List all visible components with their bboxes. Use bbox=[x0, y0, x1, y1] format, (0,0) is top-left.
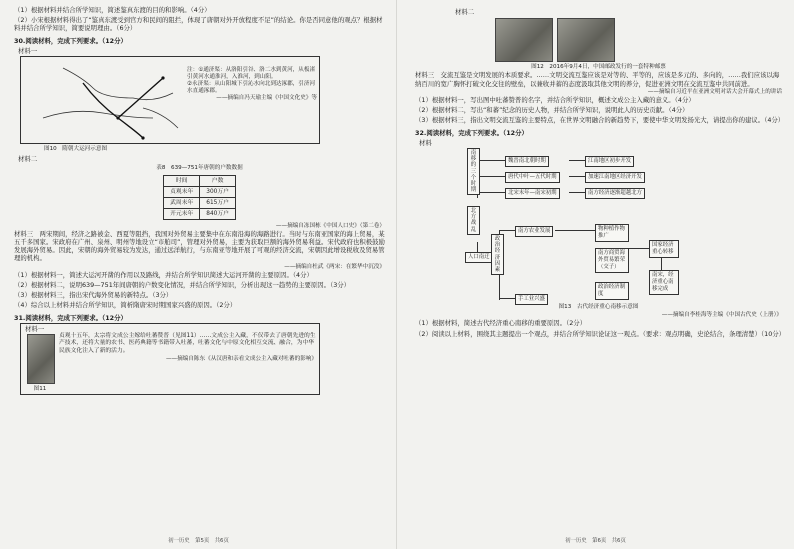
stamp-image bbox=[495, 18, 553, 62]
table-cell: 开元末年 bbox=[164, 208, 200, 219]
q30-material3: 材料三 两宋期间，经济之路被金、西夏等阻挡，我国对外贸易主要集中在东南沿海的海路进行。当时与东南亚国家的海上贸易，某五千多国家。宋政府在广州、泉州、明州等地设立“市舶司”，管理对外贸易，主要为获取巨额的海外贸易利益。宋代政府也积极鼓励发展海外贸易。因此，宋朝的海外贸易较为发达，通过远洋航行，与东南亚等地开展了可观的经济交流，宋朝因此增设税收及贸易管理的机构。 bbox=[14, 229, 385, 263]
material3-source: ——摘编自习近平在亚洲文明对话大会开幕式上的讲话 bbox=[647, 88, 782, 95]
grand-canal-map-box bbox=[20, 56, 320, 144]
right-page-footer: 初一历史 第6页 共6页 bbox=[565, 537, 626, 544]
q29-item-2: （2）小宋根据材料得出了“鉴真东渡受到官方和民间的阻拦，体现了唐朝对外开放程度不足”的结论。你是否同意他的观点？根据材料并结合所学知识，简要说明理由。（6分） bbox=[14, 16, 383, 33]
q30-item-4: （4）综合以上材料并结合所学知识，简析隋唐宋时期国家兴盛的原因。（2分） bbox=[14, 301, 237, 310]
q30-material3-source: ——摘编自杜武《两宋：在繁华中沉没》 bbox=[284, 263, 385, 270]
right-node-complete: 南宋，经济重心南移完成 bbox=[649, 270, 679, 295]
households-table bbox=[163, 175, 236, 220]
q30-header: 30.阅读材料，完成下列要求。（12分） bbox=[14, 36, 127, 45]
fig13-caption: 图13 古代经济重心南移示意图 bbox=[558, 304, 639, 311]
right-page bbox=[397, 0, 794, 549]
left-page-footer: 初一历史 第5页 共6页 bbox=[168, 537, 229, 544]
economic-shift-diagram bbox=[465, 148, 725, 302]
tibetan-king-image bbox=[27, 334, 55, 384]
q30-item-3: （3）根据材料三，指出宋代海外贸易的新特点。（3分） bbox=[14, 291, 173, 300]
table-row bbox=[164, 186, 236, 197]
system-node: 政治经济制度 bbox=[595, 282, 629, 300]
middle-node-trade: 南方商贸海外贸易繁荣（交子） bbox=[595, 248, 629, 273]
result-node-3: 南方经济逐渐超越北方 bbox=[585, 188, 645, 199]
fig10-caption: 图10 隋朝大运河示意图 bbox=[44, 146, 108, 153]
stamp-image bbox=[557, 18, 615, 62]
q31-material-text: 贞观十五年，太宗将文成公主嫁给吐蕃赞普（见图11）……文成公主入藏，不仅带去了唐朝先进的生产技术，还将大量的农书、医药典籍等书籍带入吐蕃，吐蕃文化与中原文化相互交流、融合，为中华民族文化注入了新的活力。 bbox=[59, 332, 316, 355]
grand-canal-map bbox=[23, 58, 183, 144]
fig13-source: ——摘编自李桂海等主编《中国古代史（上册）》 bbox=[661, 312, 782, 319]
table-cell: 840万户 bbox=[200, 208, 236, 219]
q32-material-label: 材料 bbox=[419, 138, 432, 147]
factor-node-handicraft: 手工业兴盛 bbox=[515, 294, 548, 305]
q30-material1-label: 材料一 bbox=[18, 46, 38, 55]
table-cell: 300万户 bbox=[200, 186, 236, 197]
q31-material-label: 材料一 bbox=[25, 324, 45, 333]
map-source: ——摘编自冯天瑜主编《中国文化史》等 bbox=[216, 95, 317, 102]
table-header-time: 时间 bbox=[164, 175, 200, 186]
table-header-households: 户数 bbox=[200, 175, 236, 186]
period-node-3: 北宋末年—南宋初期 bbox=[505, 188, 560, 199]
q31-header: 31.阅读材料，完成下列要求。（12分） bbox=[14, 313, 127, 322]
map-note-2: ②永济渠：从山阳城下引沁水向北到达涿郡，引济河水直通涿郡。 bbox=[187, 81, 316, 95]
q31-item-3: （3）根据材料三，指出文明交流互鉴的主要特点，在世界文明融合的新趋势下，要使中华文明发扬光大，请提出你的建议。（4分） bbox=[415, 116, 785, 125]
period-node-1: 魏晋南北朝时期 bbox=[505, 156, 549, 167]
fig12-caption: 图12 2016年9月4日，中国邮政发行的一套特种邮票 bbox=[531, 64, 666, 71]
table-row bbox=[164, 197, 236, 208]
q31-item-2: （2）根据材料二，写出“和蕃”纪念的历史人物，并结合所学知识，说明此人的历史贡献。（4分） bbox=[415, 106, 689, 115]
material2-label: 材料二 bbox=[455, 8, 475, 16]
factor-node-agriculture: 南方农业发展 bbox=[515, 226, 553, 237]
q30-item-2: （2）根据材料二，说明639—751年间唐朝的户数变化情况，并结合所学知识，分析出现这一趋势的主要原因。（3分） bbox=[14, 281, 351, 290]
fig11-caption: 图11 bbox=[33, 385, 47, 392]
q32-header: 32.阅读材料，完成下列要求。（12分） bbox=[415, 128, 528, 137]
material3: 材料三 交流互鉴是文明发展的本质要求。……文明交流互鉴应该是对等的、平等的，应该是多元的、多向的，……我们应该以海纳百川的宽广胸怀打破文化交往的壁垒，以兼收并蓄的态度汲取其他文明的养分，促进亚洲文明在交流互鉴中共同前进。 bbox=[415, 71, 780, 88]
factors-label: 政治经济因素 bbox=[491, 234, 504, 275]
population-migration-node: 人口南迁 bbox=[465, 252, 493, 263]
map-note-1: 注：①通济渠：从洛阳引谷、洛二水到黄河，从板渚引黄河水通淮河，入淮河，到山阳。 bbox=[187, 67, 316, 81]
three-periods-label: 南移的三个时期 bbox=[467, 148, 480, 195]
q29-item-1: （1）根据材料并结合所学知识，简述鉴真东渡的目的和影响。（4分） bbox=[14, 6, 211, 14]
table-cell: 615万户 bbox=[200, 197, 236, 208]
table-cell: 武周末年 bbox=[164, 197, 200, 208]
period-node-2: 唐代中叶—五代时期 bbox=[505, 172, 560, 183]
q31-item-1: （1）根据材料一，写出图中吐蕃赞普的名字，并结合所学知识，概述文成公主入藏的意义。（4分） bbox=[415, 96, 695, 105]
q30-material2-label: 材料二 bbox=[18, 155, 38, 164]
table-title: 表8 639—751年唐朝的户数数据 bbox=[156, 165, 243, 172]
middle-node-crops: 物种植作物推广 bbox=[595, 224, 629, 242]
q31-material-box bbox=[20, 323, 320, 395]
table-source: ——摘编自冻国栋《中国人口史》（第二卷） bbox=[275, 222, 385, 229]
q32-item-2: （2）阅读以上材料，围绕其主题提出一个观点，并结合所学知识论证这一观点。（要求：观点明确，史论结合，条理清楚）（10分） bbox=[415, 329, 786, 338]
northern-war-label: 北方战乱 bbox=[467, 206, 480, 235]
right-node-shift: 国家经济重心转移 bbox=[649, 240, 679, 258]
q31-material-source: ——摘编自陈东《从汉唐和亲看文成公主入藏对吐蕃的影响》 bbox=[165, 355, 317, 362]
stamps bbox=[495, 18, 782, 62]
table-row bbox=[164, 208, 236, 219]
result-node-1: 江南地区初步开发 bbox=[585, 156, 634, 167]
q30-item-1: （1）根据材料一，简述大运河开凿的作用以及路线，并结合所学知识简述大运河开凿的主要原因。（4分） bbox=[14, 270, 313, 279]
result-node-2: 加速江南地区经济开发 bbox=[585, 172, 645, 183]
q32-item-1: （1）根据材料，简述古代经济重心南移的重要原因。（2分） bbox=[415, 319, 587, 328]
table-cell: 贞观末年 bbox=[164, 186, 200, 197]
